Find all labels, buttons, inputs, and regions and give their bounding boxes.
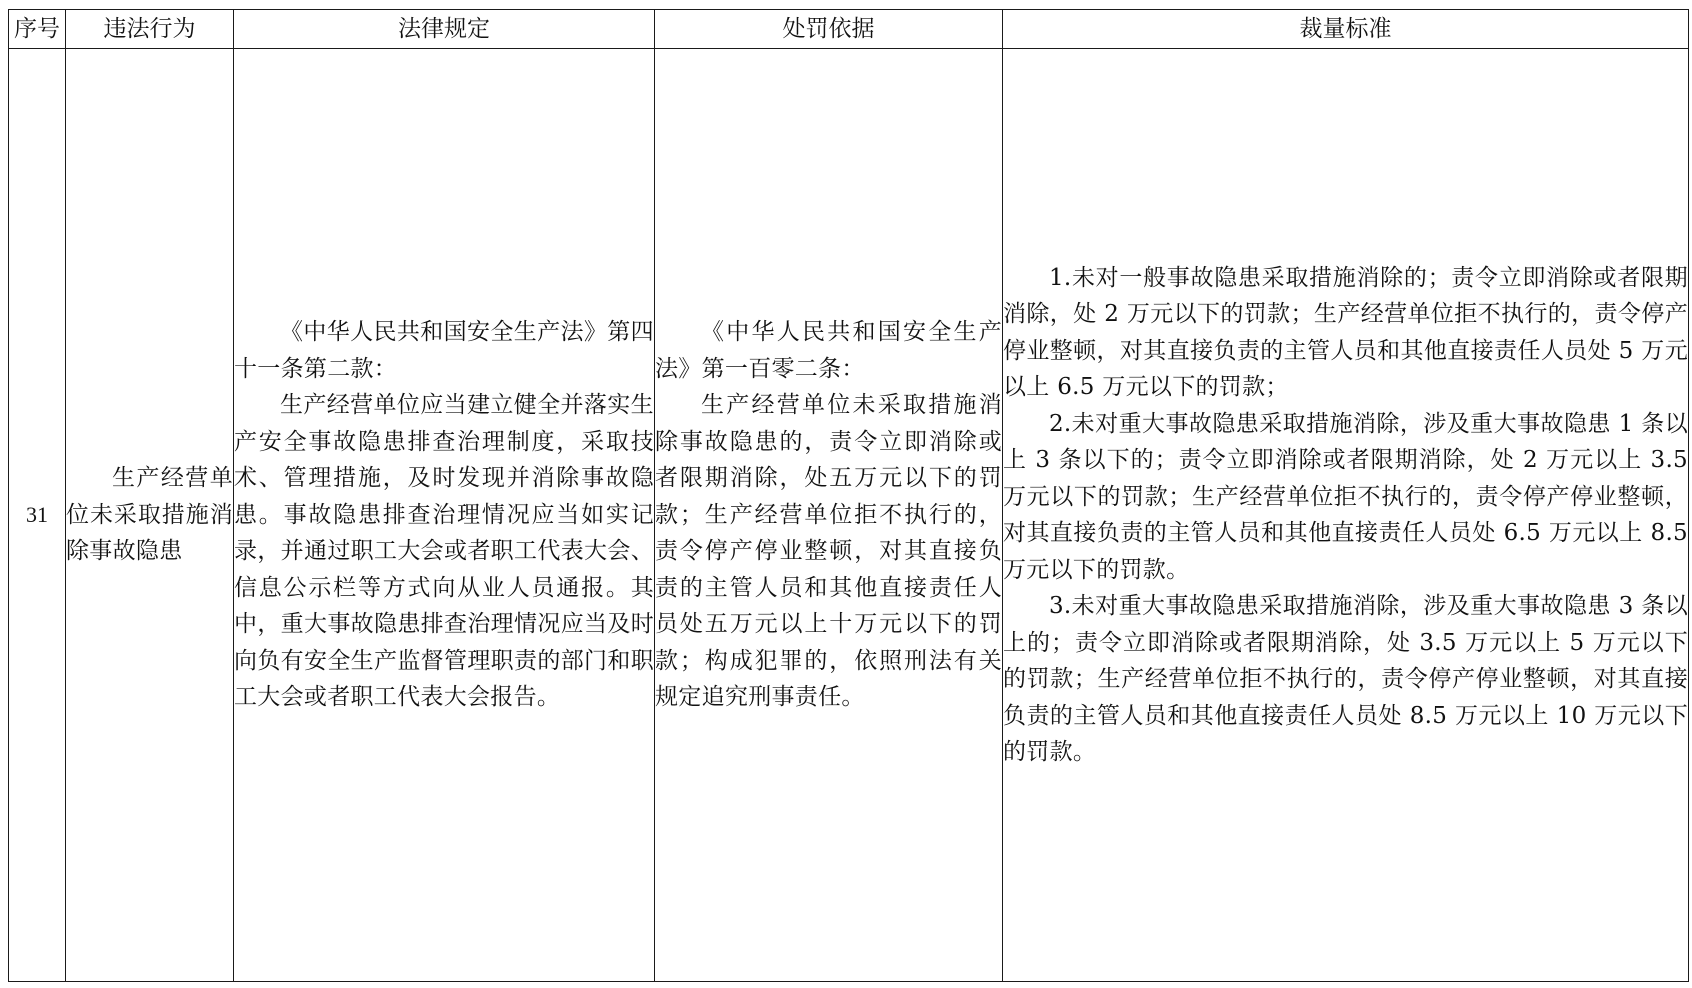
discretion-item-2: 2.未对重大事故隐患采取措施消除，涉及重大事故隐患 1 条以上 3 条以下的；责令立即消除或者限期消除，处 2 万元以上 3.5 万元以下的罚款；生产经营单位拒不执行的，责令停产停业整顿，对其直接负责的主管人员和其他直接责任人员处 6.5 万元以上 8.5 万元以下的罚款。 [1003,410,1688,583]
header-violation: 违法行为 [66,10,234,49]
violation-text: 生产经营单位未采取措施消除事故隐患 [66,465,233,565]
header-no: 序号 [9,10,66,49]
header-discretion-standard: 裁量标准 [1003,10,1689,49]
table-row [9,49,1689,982]
header-penalty-basis: 处罚依据 [655,10,1003,49]
legal-provision-text: 生产经营单位应当建立健全并落实生产安全事故隐患排查治理制度，采取技术、管理措施，及时发现并消除事故隐患。事故隐患排查治理情况应当如实记录，并通过职工大会或者职工代表大会、信息公示栏等方式向从业人员通报。其中，重大事故隐患排查治理情况应当及时向负有安全生产监督管理职责的部门和职工大会或者职工代表大会报告。 [234,392,654,711]
discretion-item-3: 3.未对重大事故隐患采取措施消除，涉及重大事故隐患 3 条以上的；责令立即消除或者限期消除，处 3.5 万元以上 5 万元以下的罚款；生产经营单位拒不执行的，责令停产停业整顿，对其直接负责的主管人员和其他直接责任人员处 8.5 万元以上 10 万元以下的罚款。 [1003,593,1688,765]
discretion-item-1: 1.未对一般事故隐患采取措施消除的；责令立即消除或者限期消除，处 2 万元以下的罚款；生产经营单位拒不执行的，责令停产停业整顿，对其直接负责的主管人员和其他直接责任人员处 5 万元以上 6.5 万元以下的罚款； [1003,264,1688,400]
violation-cell [66,49,234,982]
header-legal-provision: 法律规定 [234,10,655,49]
penalty-discretion-table [8,9,1689,982]
penalty-basis-title: 《中华人民共和国安全生产法》第一百零二条： [655,319,1002,382]
penalty-basis-cell [655,49,1003,982]
penalty-basis-text: 生产经营单位未采取措施消除事故隐患的，责令立即消除或者限期消除，处五万元以下的罚款；生产经营单位拒不执行的，责令停产停业整顿，对其直接负责的主管人员和其他直接责任人员处五万元以上十万元以下的罚款；构成犯罪的，依照刑法有关规定追究刑事责任。 [655,392,1002,711]
legal-provision-cell [234,49,655,982]
row-number: 31 [9,49,66,982]
discretion-standard-cell [1003,49,1689,982]
header-row [9,10,1689,49]
legal-provision-title: 《中华人民共和国安全生产法》第四十一条第二款： [234,319,654,382]
